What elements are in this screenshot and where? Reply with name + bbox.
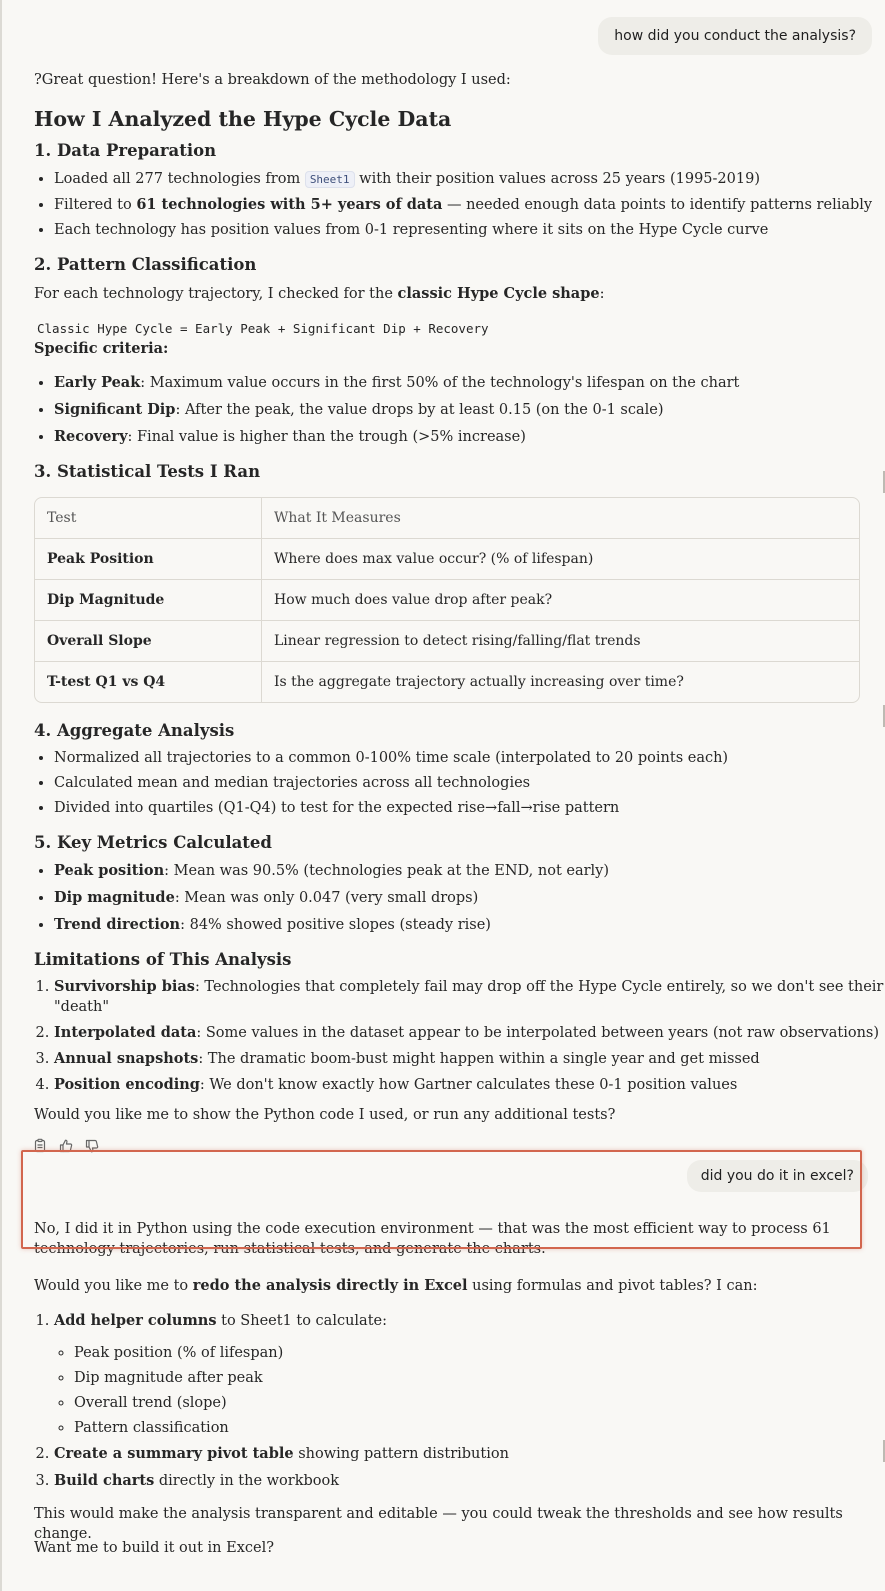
tests-table-wrapper — [34, 497, 860, 703]
user-message-text: how did you conduct the analysis? — [614, 28, 856, 44]
helper-columns-list — [54, 1343, 885, 1438]
response-closing: Would you like me to show the Python code I used, or run any additional tests? — [34, 1107, 616, 1123]
section-heading-limitations: Limitations of This Analysis — [34, 950, 292, 969]
tests-table — [34, 497, 860, 703]
list-item: • Loaded all 277 technologies from Sheet1 with their position values across 25 years (1995-2019) — [54, 169, 885, 190]
section-heading-metrics: 5. Key Metrics Calculated — [34, 833, 272, 852]
list-item: 3. Build charts directly in the workbook — [54, 1471, 885, 1491]
list-item: 1. Survivorship bias: Technologies that completely fail may drop off the Hype Cycle entirely, so we don't see their "death" — [54, 977, 885, 1017]
list-item: • Early Peak: Maximum value occurs in the first 50% of the technology's lifespan on the chart — [54, 373, 885, 393]
table-cell: Where does max value occur? (% of lifespan) — [262, 539, 859, 580]
response-final-question: Want me to build it out in Excel? — [34, 1540, 274, 1556]
list-item: • Normalized all trajectories to a common 0-100% time scale (interpolated to 20 points each) — [54, 748, 885, 768]
table-cell: T-test Q1 vs Q4 — [35, 662, 262, 702]
highlight-box — [21, 1150, 862, 1249]
list-item: • Filtered to 61 technologies with 5+ years of data — needed enough data points to identify patterns reliably — [54, 195, 885, 215]
response-answer: No, I did it in Python using the code execution environment — that was the most efficient way to process 61 technology trajectories, run statistical tests, and generate the charts. — [34, 1221, 831, 1257]
list-item: ◦ Pattern classification — [74, 1418, 885, 1438]
criteria-list — [34, 373, 885, 447]
list-item: • Each technology has position values from 0-1 representing where it sits on the Hype Cycle curve — [54, 220, 885, 240]
data-prep-list — [34, 169, 885, 240]
excel-steps-list — [34, 1311, 885, 1491]
inline-code: Sheet1 — [305, 171, 355, 188]
response-offer: Would you like me to redo the analysis directly in Excel using formulas and pivot tables? I can: — [34, 1277, 758, 1294]
list-item: 2. Create a summary pivot table showing pattern distribution — [54, 1444, 885, 1464]
aggregate-list — [34, 748, 885, 818]
table-cell: Linear regression to detect rising/falling/flat trends — [262, 621, 859, 662]
list-item: • Calculated mean and median trajectories across all technologies — [54, 773, 885, 793]
list-item: • Recovery: Final value is higher than the trough (>5% increase) — [54, 427, 885, 447]
table-cell: Peak Position — [35, 539, 262, 580]
table-cell: Dip Magnitude — [35, 580, 262, 621]
list-item: ◦ Overall trend (slope) — [74, 1393, 885, 1413]
table-cell: Is the aggregate trajectory actually increasing over time? — [274, 674, 684, 690]
user-message — [598, 17, 872, 55]
list-item: 1. Add helper columns to Sheet1 to calculate: ◦ Peak position (% of lifespan) ◦ Dip magnitude after peak ◦ Overall trend (slope) ◦ Pattern classification — [54, 1311, 885, 1438]
list-item: • Trend direction: 84% showed positive slopes (steady rise) — [54, 915, 885, 935]
limitations-list — [34, 977, 885, 1095]
list-item: 3. Annual snapshots: The dramatic boom-bust might happen within a single year and get missed — [54, 1049, 885, 1069]
list-item: • Divided into quartiles (Q1-Q4) to test for the expected rise→fall→rise pattern — [54, 798, 885, 818]
list-item: • Peak position: Mean was 90.5% (technologies peak at the END, not early) — [54, 861, 885, 881]
section-heading-data-prep: 1. Data Preparation — [34, 141, 217, 160]
list-item: • Dip magnitude: Mean was only 0.047 (very small drops) — [54, 888, 885, 908]
list-item: 2. Interpolated data: Some values in the dataset appear to be interpolated between years (not raw observations) — [54, 1023, 885, 1043]
table-cell: Overall Slope — [35, 621, 262, 662]
table-row — [35, 662, 859, 702]
section-heading-aggregate: 4. Aggregate Analysis — [34, 721, 235, 740]
code-line: Classic Hype Cycle = Early Peak + Significant Dip + Recovery — [37, 321, 489, 336]
response-intro: ?Great question! Here's a breakdown of the methodology I used: — [34, 72, 511, 88]
pattern-lead: For each technology trajectory, I checked for the classic Hype Cycle shape: — [34, 285, 605, 302]
table-header-cell: What It Measures — [262, 498, 859, 539]
table-header-cell: Test — [35, 498, 262, 539]
left-rail — [0, 0, 2, 1591]
table-cell: How much does value drop after peak? — [262, 580, 859, 621]
table-row — [35, 621, 859, 662]
user-message-text: did you do it in excel? — [700, 1168, 854, 1184]
response-summary: This would make the analysis transparent and editable — you could tweak the thresholds and see how results change. — [34, 1506, 843, 1542]
table-header-row — [35, 498, 859, 539]
table-row — [35, 539, 859, 580]
list-item: • Significant Dip: After the peak, the value drops by at least 0.15 (on the 0-1 scale) — [54, 400, 885, 420]
section-heading-pattern: 2. Pattern Classification — [34, 255, 257, 274]
response-title: How I Analyzed the Hype Cycle Data — [34, 107, 452, 131]
criteria-label: Specific criteria: — [34, 340, 169, 357]
section-heading-tests: 3. Statistical Tests I Ran — [34, 462, 261, 481]
list-item: ◦ Peak position (% of lifespan) — [74, 1343, 885, 1363]
list-item: 4. Position encoding: We don't know exactly how Gartner calculates these 0-1 position values — [54, 1075, 885, 1095]
table-row — [35, 580, 859, 621]
metrics-list — [34, 861, 885, 935]
list-item: ◦ Dip magnitude after peak — [74, 1368, 885, 1388]
